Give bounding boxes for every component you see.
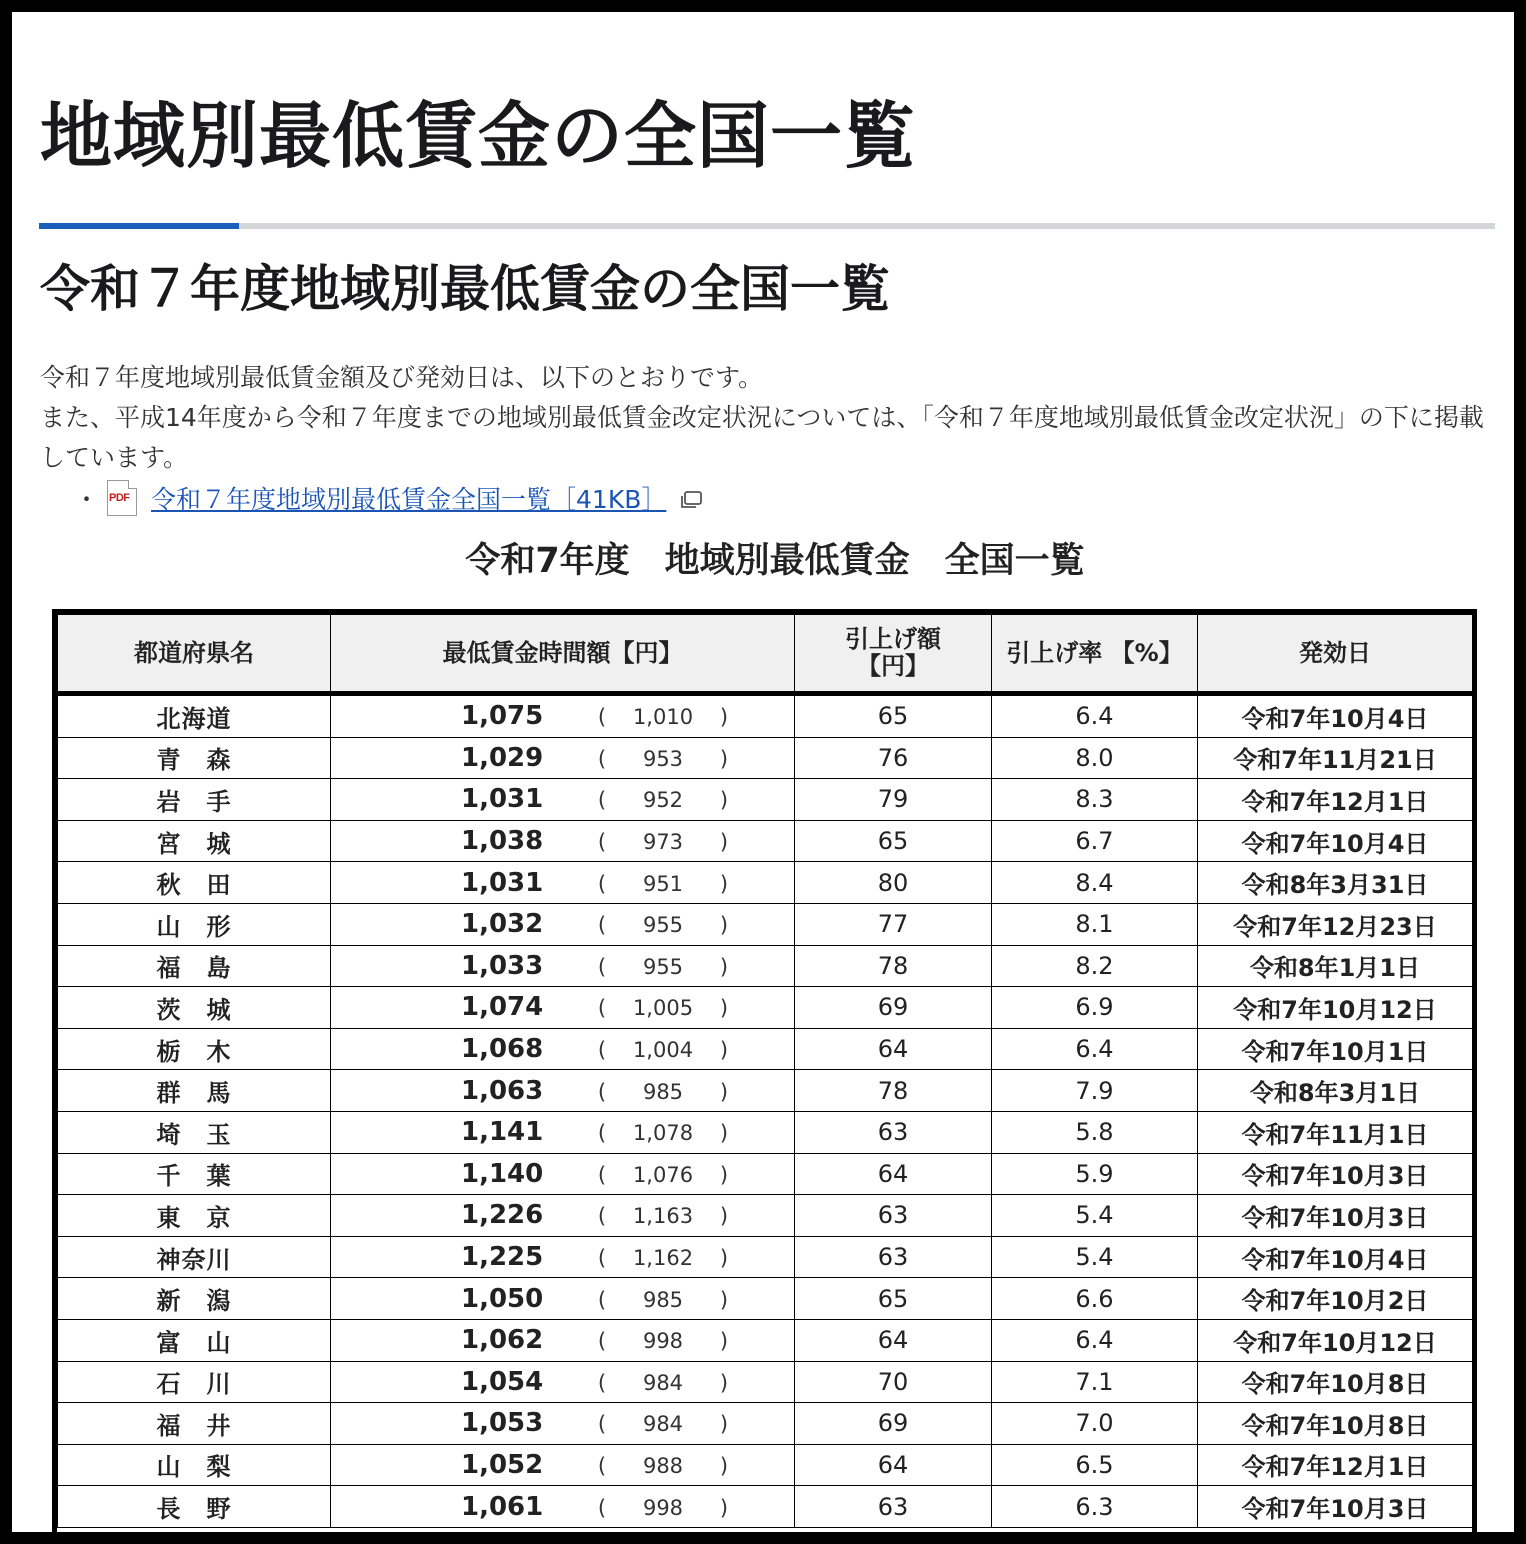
cell-prefecture: 秋 田 [58,862,331,904]
title-divider-accent [39,223,239,229]
cell-prefecture: 新 潟 [58,1278,331,1320]
cell-effective-date: 令和7年10月1日 [1198,1028,1473,1070]
table-header-row [58,615,1473,694]
table-row [58,903,1473,945]
table-row [58,1486,1473,1528]
cell-increase-rate: 6.4 [992,694,1198,738]
cell-prefecture: 岩 手 [58,779,331,821]
cell-increase-amount: 79 [795,779,992,821]
wage-current: 1,140 [461,1158,544,1189]
paren-close: ) [719,954,729,979]
paren-close: ) [719,1162,729,1187]
paren-close: ) [719,788,729,813]
paren-close: ) [719,1246,729,1271]
cell-effective-date: 令和7年10月3日 [1198,1153,1473,1195]
cell-effective-date: 令和7年11月21日 [1198,737,1473,779]
table-row [58,1195,1473,1237]
cell-increase-rate: 7.0 [992,1403,1198,1445]
wage-previous: 955 [642,913,684,938]
table-row [58,1153,1473,1195]
wage-current: 1,050 [461,1283,544,1314]
cell-hourly-wage [331,1111,795,1153]
cell-effective-date: 令和7年10月4日 [1198,1236,1473,1278]
paren-close: ) [719,1079,729,1104]
header-effective-date: 発効日 [1198,615,1473,694]
paren-open: ( [597,1495,607,1520]
paren-close: ) [719,1204,729,1229]
paren-open: ( [597,996,607,1021]
header-increase-amount [795,615,992,694]
intro-text [40,358,1488,478]
paren-open: ( [597,746,607,771]
cell-increase-amount: 70 [795,1361,992,1403]
paren-open: ( [597,1121,607,1146]
page-title: 地域別最低賃金の全国一覧 [40,94,917,178]
cell-hourly-wage [331,1403,795,1445]
paren-open: ( [597,1038,607,1063]
wage-current: 1,075 [461,701,544,732]
cell-hourly-wage [331,1486,795,1528]
cell-increase-amount: 78 [795,945,992,987]
cell-increase-rate: 6.4 [992,1319,1198,1361]
cell-prefecture: 東 京 [58,1195,331,1237]
paren-close: ) [719,871,729,896]
wage-current: 1,029 [461,742,544,773]
table-row [58,820,1473,862]
cell-effective-date: 令和7年12月23日 [1198,903,1473,945]
cell-increase-rate: 6.3 [992,1486,1198,1528]
cell-increase-rate: 8.4 [992,862,1198,904]
section-title: 令和７年度地域別最低賃金の全国一覧 [40,260,890,318]
paren-open: ( [597,830,607,855]
paren-open: ( [597,954,607,979]
cell-hourly-wage [331,1236,795,1278]
cell-prefecture: 青 森 [58,737,331,779]
cell-effective-date: 令和7年12月1日 [1198,779,1473,821]
table-row [58,1111,1473,1153]
cell-effective-date: 令和7年10月2日 [1198,1278,1473,1320]
wage-current: 1,033 [461,950,544,981]
cell-prefecture: 山 梨 [58,1444,331,1486]
cell-increase-amount: 64 [795,1444,992,1486]
cell-prefecture: 茨 城 [58,987,331,1029]
cell-prefecture: 福 島 [58,945,331,987]
paren-close: ) [719,1495,729,1520]
wage-current: 1,031 [461,784,544,815]
cell-effective-date: 令和7年10月4日 [1198,820,1473,862]
cell-increase-rate: 8.0 [992,737,1198,779]
cell-prefecture: 群 馬 [58,1070,331,1112]
cell-effective-date: 令和7年10月12日 [1198,1319,1473,1361]
cell-prefecture: 福 井 [58,1403,331,1445]
paren-open: ( [597,1453,607,1478]
cell-increase-amount: 64 [795,1153,992,1195]
cell-hourly-wage [331,694,795,738]
cell-increase-rate: 6.5 [992,1444,1198,1486]
wage-previous: 1,078 [632,1121,694,1146]
paren-open: ( [597,1329,607,1354]
paren-open: ( [597,1370,607,1395]
cell-increase-amount: 65 [795,1278,992,1320]
cell-effective-date: 令和8年3月31日 [1198,862,1473,904]
table-row [58,1319,1473,1361]
table-row [58,1278,1473,1320]
cell-increase-rate: 5.9 [992,1153,1198,1195]
cell-hourly-wage [331,945,795,987]
intro-line: 令和７年度地域別最低賃金額及び発効日は、以下のとおりです。 [40,363,764,392]
cell-increase-amount: 64 [795,1028,992,1070]
bullet: ・ [74,485,100,514]
cell-increase-amount: 63 [795,1236,992,1278]
wage-previous: 984 [642,1412,684,1437]
cell-increase-amount: 63 [795,1195,992,1237]
wage-previous: 984 [642,1370,684,1395]
cell-hourly-wage [331,1195,795,1237]
wage-current: 1,141 [461,1117,544,1148]
cell-hourly-wage [331,1319,795,1361]
cell-prefecture: 石 川 [58,1361,331,1403]
paren-close: ) [719,1287,729,1312]
paren-open: ( [597,705,607,730]
wage-current: 1,032 [461,909,544,940]
wage-previous: 1,076 [632,1162,694,1187]
cell-hourly-wage [331,903,795,945]
cell-effective-date: 令和7年12月1日 [1198,1444,1473,1486]
wage-previous: 951 [642,871,684,896]
wage-current: 1,074 [461,992,544,1023]
paren-close: ) [719,1370,729,1395]
header-increase-rate: 引上げ率 【%】 [992,615,1198,694]
cell-prefecture: 神奈川 [58,1236,331,1278]
cell-increase-amount: 63 [795,1111,992,1153]
wage-current: 1,062 [461,1325,544,1356]
document-title: 令和7年度 地域別最低賃金 全国一覧 [465,541,1085,581]
cell-increase-amount: 76 [795,737,992,779]
wage-previous: 1,010 [632,705,694,730]
cell-increase-rate: 6.9 [992,987,1198,1029]
wage-previous: 955 [642,954,684,979]
table-row [58,1403,1473,1445]
cell-increase-rate: 6.4 [992,1028,1198,1070]
table-row [58,862,1473,904]
cell-increase-amount: 78 [795,1070,992,1112]
cell-increase-amount: 63 [795,1486,992,1528]
cell-hourly-wage [331,737,795,779]
cell-increase-amount: 69 [795,987,992,1029]
wage-previous: 973 [642,830,684,855]
minimum-wage-table [57,614,1473,1528]
wage-previous: 1,004 [632,1038,694,1063]
page-frame [12,12,1514,1532]
wage-current: 1,226 [461,1200,544,1231]
paren-open: ( [597,1162,607,1187]
wage-previous: 1,162 [632,1246,694,1271]
wage-current: 1,031 [461,867,544,898]
cell-effective-date: 令和7年10月4日 [1198,694,1473,738]
cell-hourly-wage [331,1153,795,1195]
paren-open: ( [597,788,607,813]
cell-increase-amount: 80 [795,862,992,904]
paren-close: ) [719,830,729,855]
cell-prefecture: 長 野 [58,1486,331,1528]
cell-increase-rate: 6.6 [992,1278,1198,1320]
cell-effective-date: 令和8年3月1日 [1198,1070,1473,1112]
pdf-download-item [74,478,704,518]
cell-prefecture: 北海道 [58,694,331,738]
header-increase-amount-line2: 【円】 [857,652,929,680]
cell-effective-date: 令和7年10月8日 [1198,1403,1473,1445]
header-hourly-wage: 最低賃金時間額【円】 [331,615,795,694]
wage-previous: 1,163 [632,1204,694,1229]
wage-current: 1,054 [461,1366,544,1397]
cell-effective-date: 令和8年1月1日 [1198,945,1473,987]
cell-increase-rate: 5.8 [992,1111,1198,1153]
cell-hourly-wage [331,1278,795,1320]
cell-hourly-wage [331,1444,795,1486]
wage-previous: 953 [642,746,684,771]
wage-previous: 998 [642,1495,684,1520]
external-window-icon [678,490,704,510]
wage-previous: 985 [642,1287,684,1312]
paren-close: ) [719,913,729,938]
cell-increase-rate: 6.7 [992,820,1198,862]
pdf-file-icon [107,480,137,516]
paren-close: ) [719,746,729,771]
paren-close: ) [719,705,729,730]
cell-effective-date: 令和7年10月12日 [1198,987,1473,1029]
cell-effective-date: 令和7年11月1日 [1198,1111,1473,1153]
paren-close: ) [719,1412,729,1437]
wage-current: 1,225 [461,1242,544,1273]
cell-hourly-wage [331,820,795,862]
cell-effective-date: 令和7年10月3日 [1198,1195,1473,1237]
paren-close: ) [719,1038,729,1063]
cell-increase-rate: 8.1 [992,903,1198,945]
cell-increase-rate: 5.4 [992,1195,1198,1237]
wage-current: 1,052 [461,1449,544,1480]
paren-open: ( [597,871,607,896]
cell-increase-rate: 8.3 [992,779,1198,821]
table-row [58,737,1473,779]
cell-hourly-wage [331,1361,795,1403]
wage-previous: 998 [642,1329,684,1354]
cell-hourly-wage [331,987,795,1029]
wage-table-frame [52,609,1477,1532]
cell-increase-rate: 7.1 [992,1361,1198,1403]
wage-previous: 988 [642,1453,684,1478]
wage-previous: 1,005 [632,996,694,1021]
cell-increase-rate: 5.4 [992,1236,1198,1278]
wage-current: 1,053 [461,1408,544,1439]
cell-increase-amount: 69 [795,1403,992,1445]
table-row [58,1236,1473,1278]
paren-close: ) [719,996,729,1021]
cell-increase-amount: 65 [795,820,992,862]
paren-close: ) [719,1329,729,1354]
paren-open: ( [597,1079,607,1104]
header-increase-amount-line1: 引上げ額 [845,625,941,653]
cell-prefecture: 栃 木 [58,1028,331,1070]
table-row [58,1444,1473,1486]
cell-prefecture: 宮 城 [58,820,331,862]
cell-effective-date: 令和7年10月3日 [1198,1486,1473,1528]
cell-increase-rate: 7.9 [992,1070,1198,1112]
wage-current: 1,068 [461,1034,544,1065]
table-row [58,694,1473,738]
table-row [58,1028,1473,1070]
paren-open: ( [597,913,607,938]
cell-prefecture: 山 形 [58,903,331,945]
header-prefecture: 都道府県名 [58,615,331,694]
cell-increase-amount: 64 [795,1319,992,1361]
paren-open: ( [597,1412,607,1437]
table-row [58,1070,1473,1112]
wage-current: 1,063 [461,1075,544,1106]
table-row [58,945,1473,987]
paren-close: ) [719,1453,729,1478]
cell-increase-rate: 8.2 [992,945,1198,987]
paren-close: ) [719,1121,729,1146]
cell-hourly-wage [331,1028,795,1070]
table-row [58,987,1473,1029]
pdf-icon-label: PDF [109,492,130,504]
wage-current: 1,061 [461,1491,544,1522]
cell-increase-amount: 65 [795,694,992,738]
paren-open: ( [597,1204,607,1229]
table-row [58,1361,1473,1403]
paren-open: ( [597,1246,607,1271]
wage-previous: 985 [642,1079,684,1104]
cell-increase-amount: 77 [795,903,992,945]
cell-effective-date: 令和7年10月8日 [1198,1361,1473,1403]
wage-previous: 952 [642,788,684,813]
cell-prefecture: 千 葉 [58,1153,331,1195]
paren-open: ( [597,1287,607,1312]
cell-hourly-wage [331,779,795,821]
cell-prefecture: 富 山 [58,1319,331,1361]
wage-current: 1,038 [461,826,544,857]
intro-line: また、平成14年度から令和７年度までの地域別最低賃金改定状況については、「令和７年度地域別最低賃金改定状況」の下に掲載しています。 [40,403,1484,472]
table-row [58,779,1473,821]
pdf-download-link[interactable]: 令和７年度地域別最低賃金全国一覧［41KB］ [151,485,667,514]
title-divider [39,223,1495,229]
cell-prefecture: 埼 玉 [58,1111,331,1153]
cell-hourly-wage [331,862,795,904]
cell-hourly-wage [331,1070,795,1112]
